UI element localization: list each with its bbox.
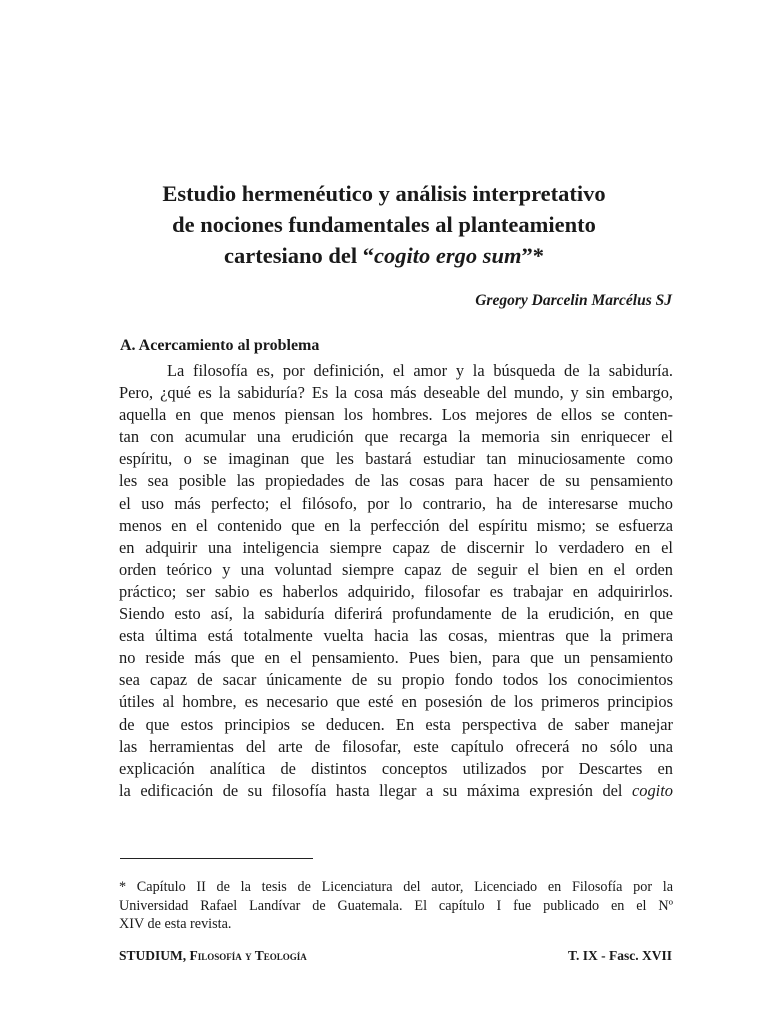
body-line: útiles al hombre, es necesario que esté en posesión de los primeros principios <box>119 692 673 712</box>
footnote-line: XIV de esta revista. <box>119 916 232 932</box>
issue-info: T. IX - Fasc. XVII <box>568 948 672 963</box>
title-line-3-prefix: cartesiano del “ <box>224 243 374 268</box>
body-line: en adquirir una inteligencia siempre capaz de discernir lo verdadero en el <box>119 537 673 557</box>
body-line: práctico; ser sabio es haberlos adquirido, filosofar es trabajar en adquirirlos. <box>119 581 673 601</box>
footnote-line: * Capítulo II de la tesis de Licenciatura del autor, Licenciado en Filosofía por la <box>119 879 673 895</box>
journal-name <box>119 948 307 964</box>
title-italic-phrase: cogito ergo sum <box>373 243 522 268</box>
footnote-separator <box>120 858 313 859</box>
section-heading: A. Acercamiento al problema <box>120 337 320 354</box>
last-line-italic-word: cogito <box>632 780 673 800</box>
body-line: de que estos principios se deducen. En esta perspectiva de saber manejar <box>119 714 673 734</box>
body-line: les sea posible las propiedades de las cosas para hacer de su pensamiento <box>119 471 673 491</box>
body-line: esta última está totalmente vuelta hacia las cosas, mientras que la primera <box>119 626 673 646</box>
footnote-line: Universidad Rafael Landívar de Guatemala. El capítulo I fue publicado en el Nº <box>119 897 673 914</box>
body-line: Pero, ¿qué es la sabiduría? Es la cosa más deseable del mundo, y sin embargo, <box>119 383 673 403</box>
body-line: no reside más que en el pensamiento. Pues bien, para que un pensamiento <box>119 648 673 668</box>
article-title <box>96 178 672 271</box>
body-line: el uso más perfecto; el filósofo, por lo contrario, ha de interesarse mucho <box>119 493 673 513</box>
title-line-3 <box>96 240 672 271</box>
body-line-last <box>119 780 673 802</box>
title-line-2: de nociones fundamentales al planteamiento <box>172 212 596 237</box>
body-line: Siendo esto así, la sabiduría diferirá profundamente de la erudición, en que <box>119 604 673 624</box>
body-line: tan con acumular una erudición que recarga la memoria sin enriquecer el <box>119 427 673 447</box>
footnote <box>119 878 673 934</box>
body-paragraph <box>119 360 673 802</box>
body-line: aquella en que menos piensan los hombres. Los mejores de ellos se conten- <box>119 405 673 425</box>
body-line: las herramientas del arte de filosofar, este capítulo ofrecerá no sólo una <box>119 736 673 756</box>
last-line-text: la edificación de su filosofía hasta llegar a su máxima expresión del <box>119 780 623 800</box>
author-name: Gregory Darcelin Marcélus SJ <box>475 292 672 309</box>
journal-title: STUDIUM, <box>119 948 187 963</box>
body-line: sea capaz de sacar únicamente de su propio fondo todos los conocimientos <box>119 670 673 690</box>
title-line-1: Estudio hermenéutico y análisis interpretativo <box>162 181 606 206</box>
title-line-3-suffix: ”* <box>521 243 544 268</box>
body-line: orden teórico y una voluntad siempre capaz de seguir el bien en el orden <box>119 559 673 579</box>
body-line: La filosofía es, por definición, el amor y la búsqueda de la sabiduría. <box>167 361 673 380</box>
journal-subtitle: Filosofía y Teología <box>189 948 307 963</box>
body-line: explicación analítica de distintos conceptos utilizados por Descartes en <box>119 758 673 778</box>
body-line: espíritu, o se imaginan que les bastará estudiar tan minuciosamente como <box>119 449 673 469</box>
body-line: menos en el contenido que en la perfección del espíritu mismo; se esfuerza <box>119 515 673 535</box>
